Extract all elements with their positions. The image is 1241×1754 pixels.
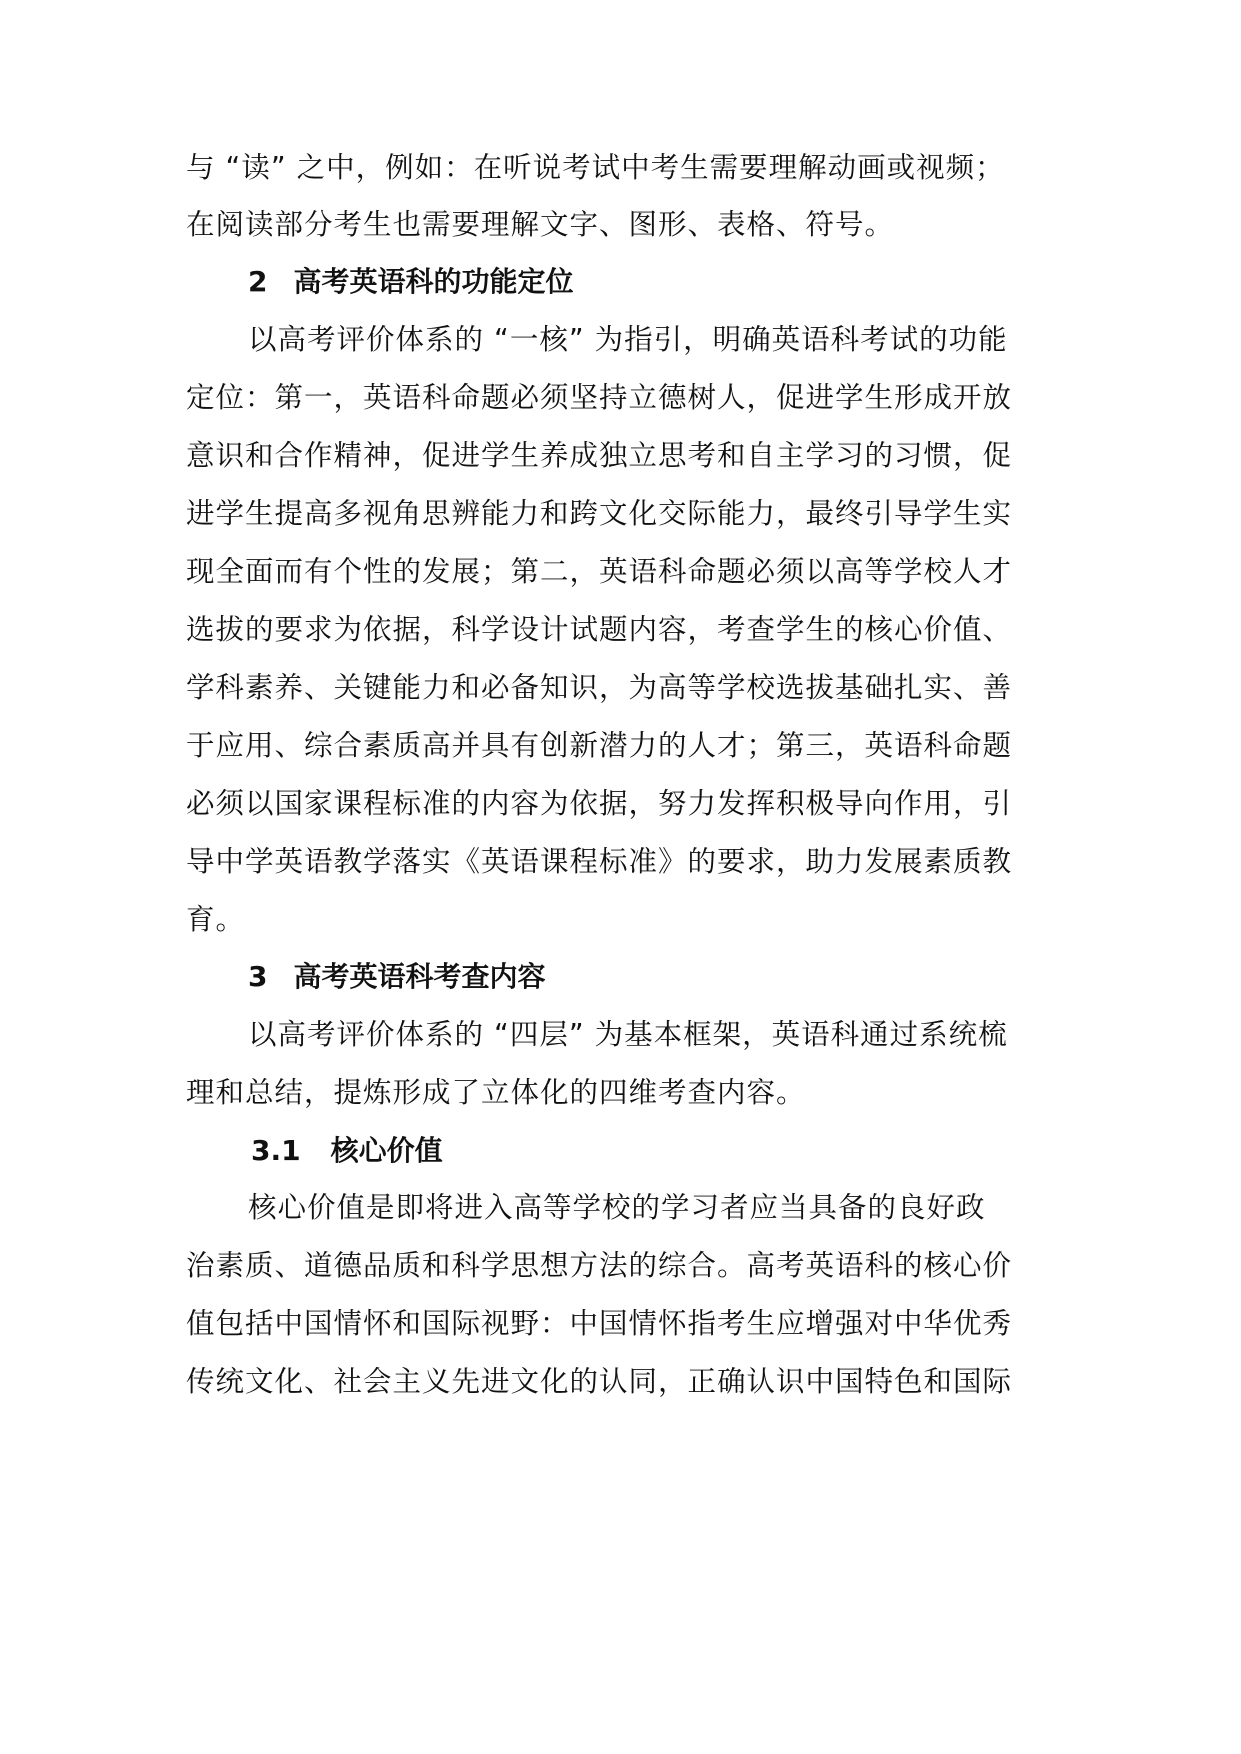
- text-line: 选拔的要求为依据，科学设计试题内容，考查学生的核心价值、: [186, 613, 1013, 646]
- section-number: 2: [248, 265, 268, 298]
- text-line: 核心价值是即将进入高等学校的学习者应当具备的良好政: [248, 1191, 986, 1224]
- text-line: 学科素养、关键能力和必备知识，为高等学校选拔基础扎实、善: [186, 671, 1013, 704]
- section-number: 3.1: [251, 1134, 301, 1167]
- text-line: 在阅读部分考生也需要理解文字、图形、表格、符号。: [186, 208, 895, 241]
- section-title: 高考英语科的功能定位: [293, 265, 574, 298]
- text-line: 以高考评价体系的 “一核” 为指引，明确英语科考试的功能: [248, 323, 1008, 356]
- text-line: 进学生提高多视角思辨能力和跨文化交际能力，最终引导学生实: [186, 497, 1013, 530]
- text-line: 定位：第一，英语科命题必须坚持立德树人，促进学生形成开放: [186, 381, 1013, 414]
- section-title: 高考英语科考查内容: [293, 960, 546, 993]
- section-number: 3: [248, 960, 268, 993]
- section-heading-3-1: [251, 1131, 443, 1171]
- text-line: 导中学英语教学落实《英语课程标准》的要求，助力发展素质教: [186, 845, 1013, 878]
- section-heading-2: [248, 262, 574, 302]
- text-line: 传统文化、社会主义先进文化的认同，正确认识中国特色和国际: [186, 1365, 1013, 1398]
- text-line: 于应用、综合素质高并具有创新潜力的人才；第三，英语科命题: [186, 729, 1013, 762]
- text-line: 治素质、道德品质和科学思想方法的综合。高考英语科的核心价: [186, 1249, 1013, 1282]
- section-heading-3: [248, 957, 546, 997]
- text-line: 以高考评价体系的 “四层” 为基本框架，英语科通过系统梳: [248, 1018, 1008, 1051]
- section-title: 核心价值: [330, 1134, 443, 1167]
- text-line: 与 “读” 之中，例如：在听说考试中考生需要理解动画或视频；: [186, 151, 1005, 184]
- text-line: 理和总结，提炼形成了立体化的四维考查内容。: [186, 1076, 806, 1109]
- text-line: 育。: [186, 903, 246, 936]
- text-line: 必须以国家课程标准的内容为依据，努力发挥积极导向作用，引: [186, 787, 1013, 820]
- text-line: 值包括中国情怀和国际视野：中国情怀指考生应增强对中华优秀: [186, 1307, 1013, 1340]
- text-line: 现全面而有个性的发展；第二，英语科命题必须以高等学校人才: [186, 555, 1013, 588]
- text-line: 意识和合作精神，促进学生养成独立思考和自主学习的习惯，促: [186, 439, 1013, 472]
